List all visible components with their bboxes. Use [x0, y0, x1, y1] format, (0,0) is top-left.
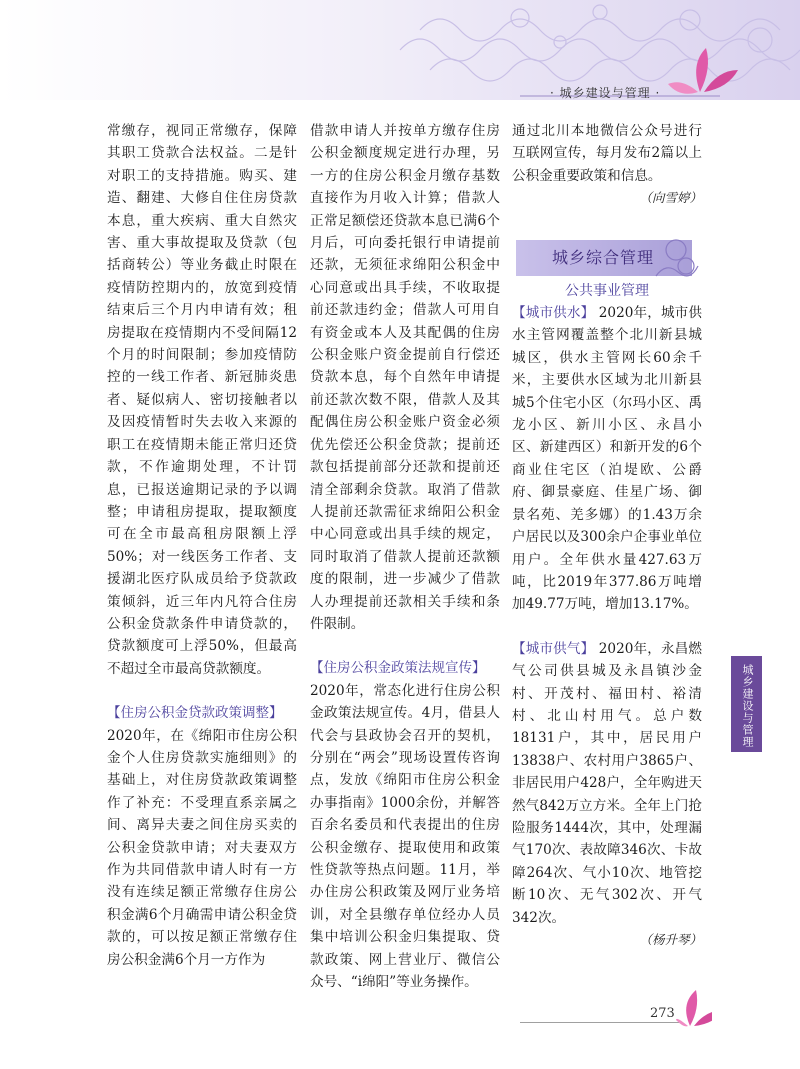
header-decoration — [0, 0, 800, 100]
column-3 — [512, 120, 702, 951]
banner-title: 城乡综合管理 — [552, 247, 655, 267]
footer-divider — [520, 1022, 680, 1023]
author-credit: （向雪婷） — [639, 190, 702, 206]
paragraph-water — [512, 302, 702, 616]
page-number: 273 — [650, 1006, 675, 1021]
section-banner — [516, 236, 700, 280]
inline-heading-water: 【城市供水】 — [512, 305, 595, 322]
flower-ornament-icon — [676, 988, 712, 1028]
paragraph: 通过北川本地微信公众号进行互联网宣传，每月发布2篇以上公积金重要政策和信息。 — [512, 123, 702, 184]
paragraph-text: 2020年，城市供水主管网覆盖整个北川新县城城区，供水主管网长60余千米，主要供水区域为北川新县城5个住宅小区（尔玛小区、禹龙小区、新川小区、永昌小区、新建西区）和新开发的6个商业住宅区（泊堤欧、公爵府、御景豪庭、佳星广场、御景名苑、羌多娜）的1.43万余户居民以及300余户企事业单位用户。全年供水量427.63万吨，比2019年377.86万吨增加49.77万吨，增加13.17%。 — [512, 305, 702, 613]
side-tab-label: 城乡建设与管理 — [741, 664, 754, 748]
section-heading-policy-publicity: 【住房公积金政策法规宣传】 — [310, 660, 486, 677]
paragraph: 2020年，在《绵阳市住房公积金个人住房贷款实施细则》的基础上，对住房贷款政策调整作了补充：不受理直系亲属之间、离异夫妻之间住房买卖的公积金贷款申请；对夫妻双方作为共同借款申请人时有一方没有连续足额正常缴存住房公积金满6个月确需申请公积金贷款的，可以按足额正常缴存住房公积金满6个月一方作为 — [107, 727, 297, 968]
wave-pattern-icon — [0, 0, 800, 100]
column-1 — [107, 120, 297, 971]
paragraph: 常缴存，视同正常缴存，保障其职工贷款合法权益。二是针对职工的支持措施。购买、建造、翻建、大修自住住房贷款本息，重大疾病、重大自然灾害、重大事故提取及贷款（包括商转公）等业务截止时限在疫情防控期内的，放宽到疫情结束后三个月内申请有效；租房提取在疫情期内不受间隔12个月的时间限制；参加疫情防控的一线工作者、新冠肺炎患者、疑似病人、密切接触者以及因疫情暂时失去收入来源的职工在疫情期未能正常归还贷款，不作逾期处理，不计罚息，已报送逾期记录的予以调整；申请租房提取，提取额度可在全市最高租房限额上浮50%；对一线医务工作者、支援湖北医疗队成员给予贷款政策倾斜，近三年内凡符合住房公积金贷款条件申请贷款的，贷款额度可上浮50%，但最高不超过全市最高贷款额度。 — [107, 123, 297, 677]
section-heading-loan-policy: 【住房公积金贷款政策调整】 — [107, 705, 283, 722]
paragraph: 2020年，常态化进行住房公积金政策法规宣传。4月，借县人代会与县政协会召开的契机，分别在“两会”现场设置传咨询点，发放《绵阳市住房公积金办事指南》1000余份，并解答百余名委员和代表提出的住房公积金缴存、提取使用和政策性贷款等热点问题。11月，举办住房公积政策及网厅业务培训，对全县缴存单位经办人员集中培训公积金归集提取、贷款政策、网上营业厅、微信公众号、“i绵阳”等业务操作。 — [310, 682, 500, 991]
author-credit: （杨升琴） — [639, 932, 702, 947]
paragraph: 借款申请人并按单方缴存住房公积金额度规定进行办理，另一方的住房公积金月缴存基数直接作为月收入计算；借款人正常足额偿还贷款本息已满6个月后，可向委托银行申请提前还款，无须征求绵阳公积金中心同意或出具手续，不收取提前还款违约金；借款人可用自有资金或本人及其配偶的住房公积金账户资金提前自行偿还贷款本息，每个自然年申请提前还款次数不限，借款人及其配偶住房公积金账户资金必须优先偿还公积金贷款；提前还款包括提前部分还款和提前还清全部剩余贷款。取消了借款人提前还款需征求绵阳公积金中心同意或出具手续的规定，同时取消了借款人提前还款额度的限制，进一步减少了借款人办理提前还款相关手续和条件限制。 — [310, 123, 500, 632]
paragraph-text: 2020年，永昌燃气公司供县城及永昌镇沙金村、开茂村、福田村、裕清村、北山村用气。总户数18131户，其中，居民用户13838户、农村用户3865户、非居民用户428户，全年购进天然气842万立方米。全年上门抢险服务1444次，其中，处理漏气170次、表故障346次、卡故障264次、气小10次、地管挖断10次、无气302次、开气342次。 — [512, 640, 702, 926]
side-chapter-tab — [731, 656, 762, 752]
header-section-title: · 城乡建设与管理 · — [550, 86, 661, 100]
column-2 — [310, 120, 500, 993]
sub-heading: 公共事业管理 — [565, 282, 649, 299]
inline-heading-gas: 【城市供气】 — [512, 640, 595, 657]
paragraph-gas — [512, 638, 702, 929]
